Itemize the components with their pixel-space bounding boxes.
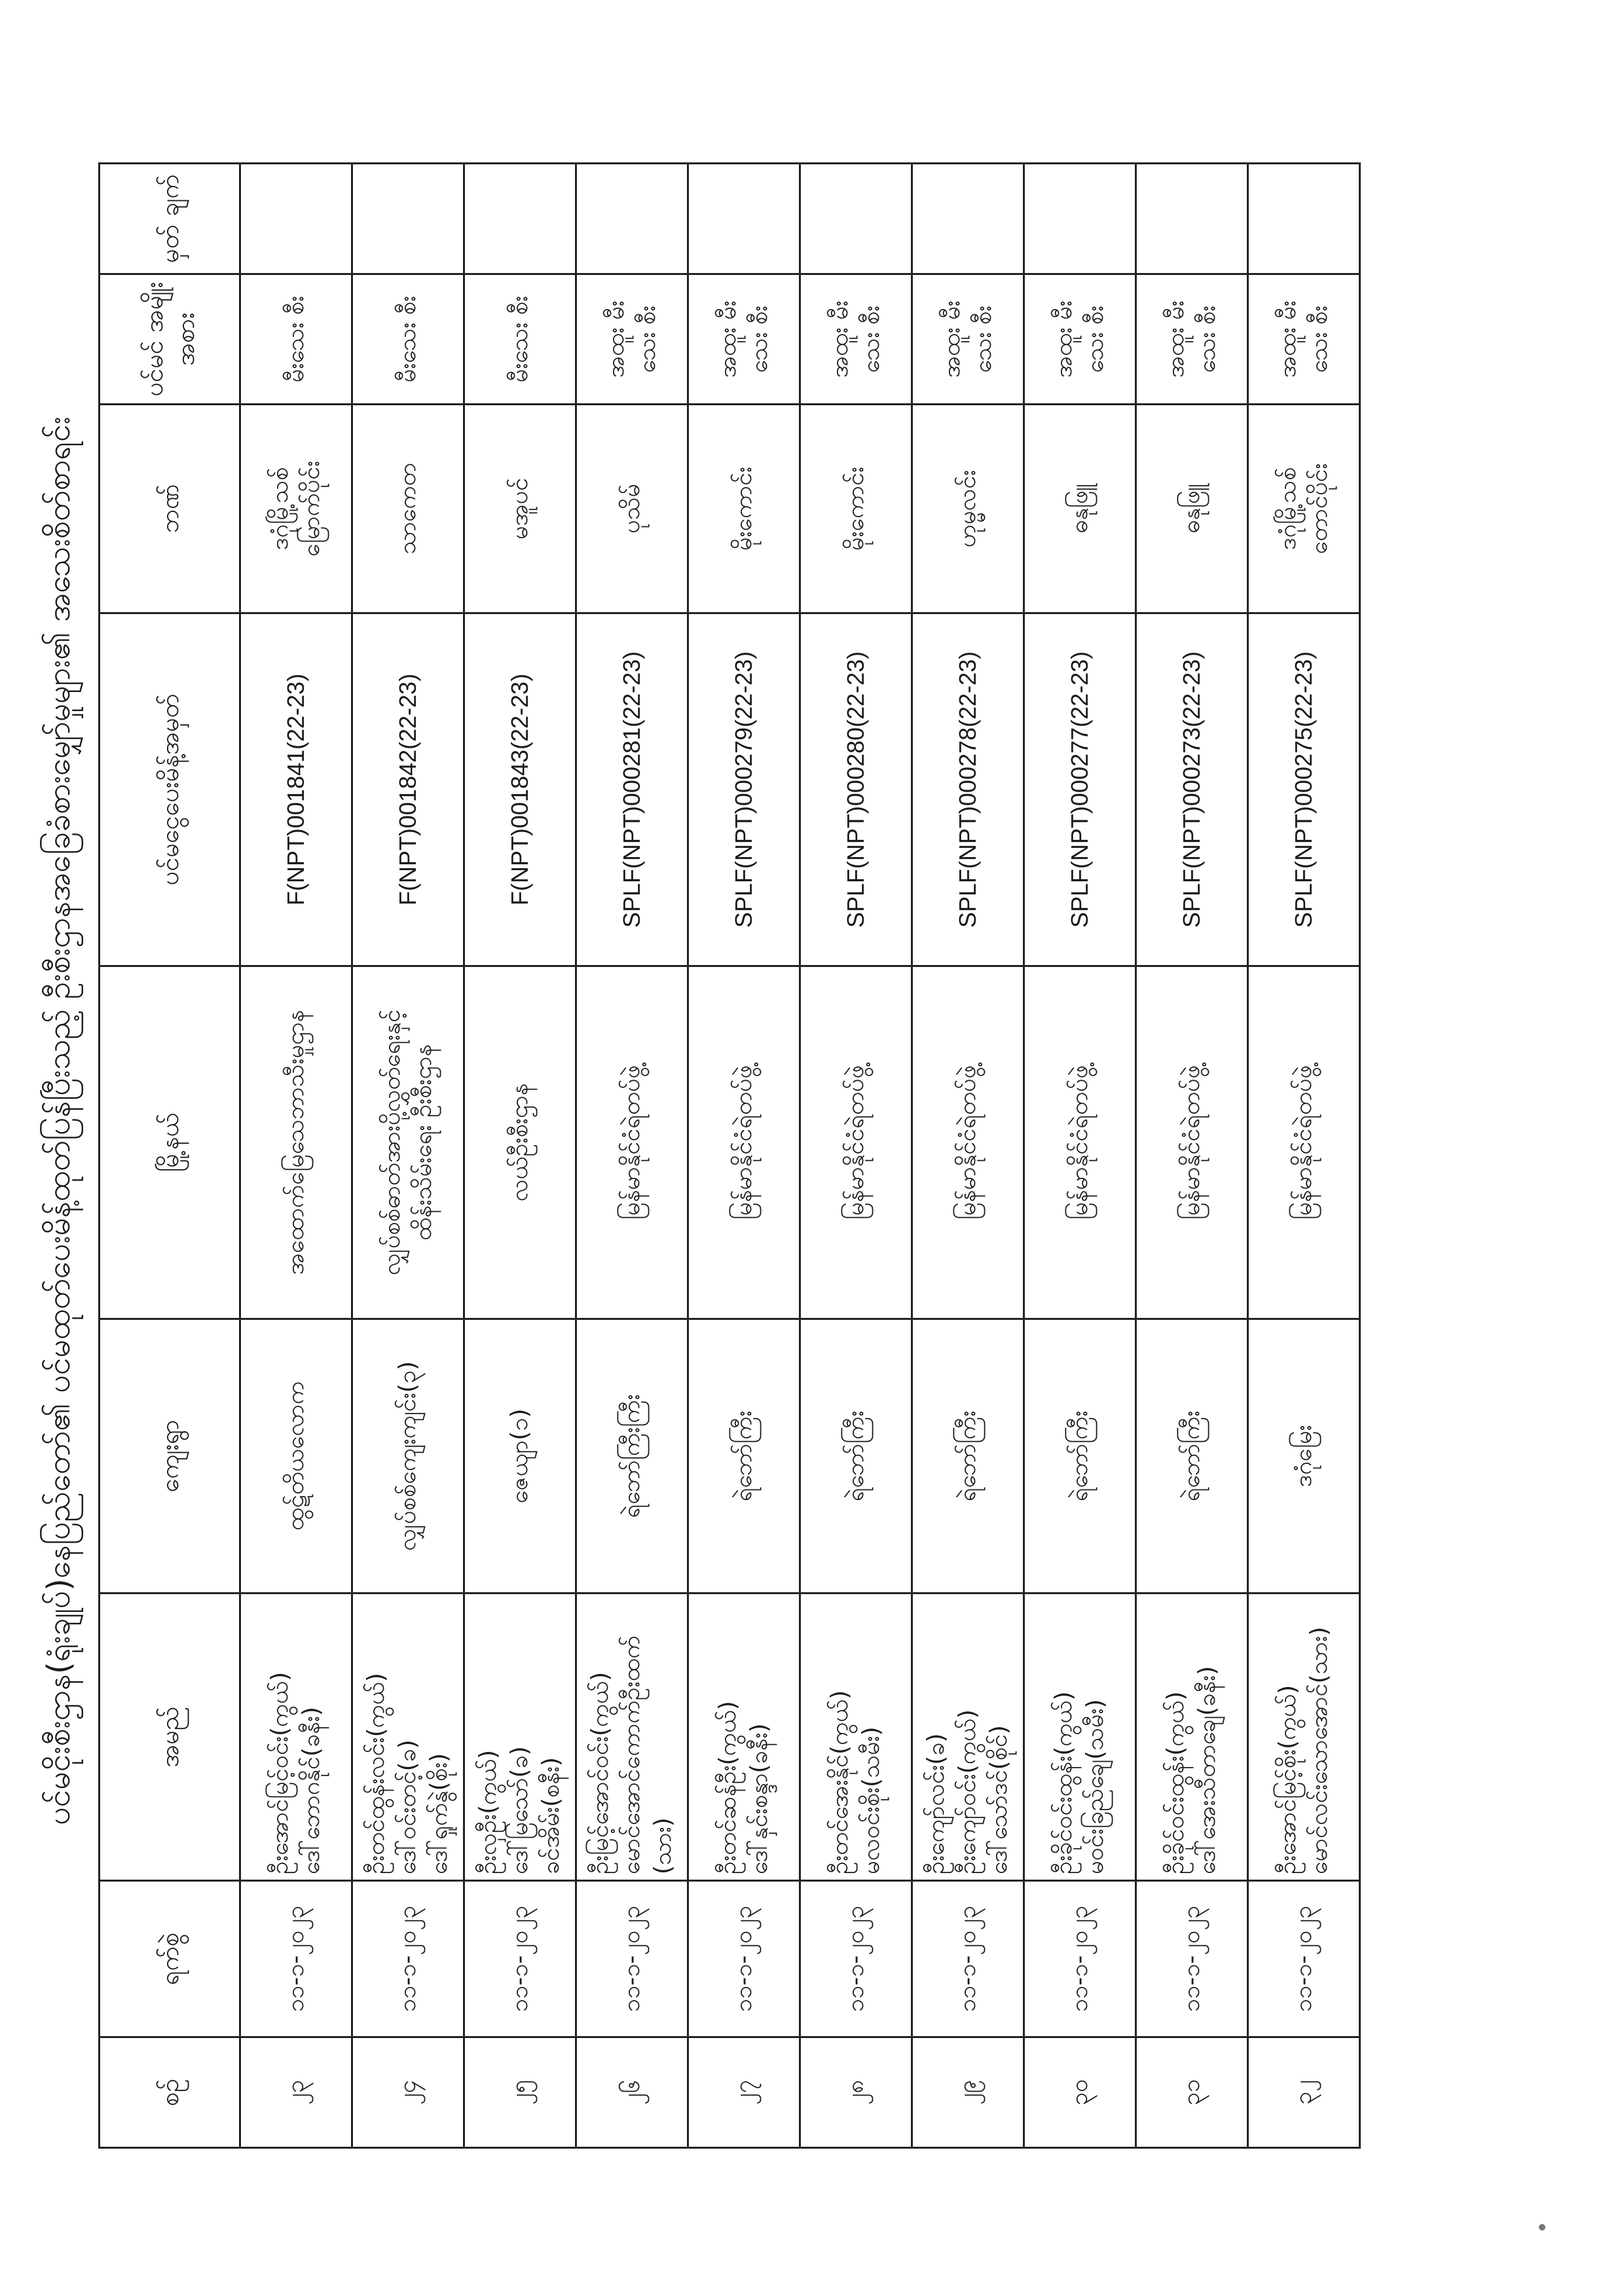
cell-township: မြန်မာနိုင်ငံရဲတပ်ဖွဲ့ (1024, 966, 1136, 1319)
cell-permit: SPLF(NPT)000273(22-23) (1136, 613, 1248, 966)
cell-no: ၂၅ (464, 2037, 576, 2148)
cell-land-line: မိုးကောင်း (842, 466, 869, 551)
cell-land (1248, 405, 1360, 613)
cell-no: ၂၄ (352, 2037, 464, 2148)
cell-name-line: ဦးတင်ထွန်းလင်း(ကွယ်) (363, 1673, 390, 1874)
cell-permit: SPLF(NPT)000280(22-23) (800, 613, 912, 966)
register-table (98, 162, 1361, 2149)
table-row (1248, 164, 1360, 2148)
cell-township: မြန်မာနိုင်ငံရဲတပ်ဖွဲ့ (1136, 966, 1248, 1319)
cell-land-line: မြောက်ပိုင်း (298, 460, 325, 557)
cell-no: ၃၂ (1248, 2037, 1360, 2148)
cell-type: အထူး မီးသေး စီး (1136, 274, 1248, 405)
cell-type: မီးသေး စီး (240, 274, 352, 405)
header-no: စဉ် (100, 2037, 240, 2148)
cell-type: မီးသေး စီး (352, 274, 464, 405)
cell-land (352, 405, 464, 613)
cell-name (1024, 1594, 1136, 1881)
cell-land (1136, 405, 1248, 613)
cell-village: ဒဂုံမြေး (1248, 1319, 1360, 1594)
cell-no: ၂၆ (576, 2037, 688, 2148)
cell-name-line: ဒေါ်ဝင်းတင့်(ခ) (394, 1740, 421, 1874)
cell-township: လျှပ်စစ်ဓာတ်အားပို့လွှတ်ရေးနှင့်ထိန်းသိမ်းရေး ဦးစီးဌာန (352, 966, 464, 1319)
cell-land-line: ဒဂုံမြို့သစ် (267, 467, 293, 551)
table-row (688, 164, 800, 2148)
cell-land-line: သာကေတ (394, 463, 421, 555)
cell-land (240, 405, 352, 613)
cell-type: အထူး မီးသေး စီး (912, 274, 1024, 405)
cell-village: ရဲဘော်ကြီး (688, 1319, 800, 1594)
cell-land-line: ဟုမ္မလင်း (954, 469, 981, 548)
cell-no: ၂၃ (240, 2037, 352, 2148)
cell-name-line: မောင်လင်းသောအောင်(သား) (1306, 1626, 1333, 1874)
cell-name-line: ဒေါ်နှင်းစန္ဒာ(ခနီး) (746, 1723, 773, 1874)
table-row (1024, 164, 1136, 2148)
table-row (1136, 164, 1248, 2148)
header-village: ကျေးရွာ (100, 1319, 240, 1594)
cell-land-line: ဓနုဖြူ (1178, 484, 1205, 534)
cell-permit: F(NPT)001842(22-23) (352, 613, 464, 966)
cell-name-line: ဦးကျော်လင်း(ခ) (923, 1733, 950, 1874)
cell-name (240, 1594, 352, 1881)
cell-type: အထူး မီးသေး စီး (688, 274, 800, 405)
cell-name-line: ဦးခိုင်ဝင်းထွန်း(ကွယ်) (1050, 1691, 1077, 1874)
cell-township: မြန်မာနိုင်ငံရဲတပ်ဖွဲ့ (688, 966, 800, 1319)
header-date: ရက်စွဲ (100, 1881, 240, 2037)
cell-name (352, 1594, 464, 1881)
cell-permit: F(NPT)001843(22-23) (464, 613, 576, 966)
header-remark: မှတ် ချက် (100, 164, 240, 274)
cell-no: ၂၈ (800, 2037, 912, 2148)
cell-remark (240, 164, 352, 274)
cell-name (1248, 1594, 1360, 1881)
cell-township: မြန်မာနိုင်ငံရဲတပ်ဖွဲ့ (1248, 966, 1360, 1319)
header-type: ပင်မင် အမျိုးအစား (100, 274, 240, 405)
cell-name-line: ဦးအောင်မြင့်ဝင်း(ကွယ်) (267, 1671, 293, 1874)
cell-remark (576, 164, 688, 274)
table-row (800, 164, 912, 2148)
cell-remark (800, 164, 912, 274)
table-row (576, 164, 688, 2148)
cell-remark (1248, 164, 1360, 274)
cell-village: ရဲဘော်ကြီး (1136, 1319, 1248, 1594)
cell-name-line: ဦးမြင့်အောင်ဝင်း(ကွယ်) (587, 1671, 614, 1874)
header-township: မြို့နယ် (100, 966, 240, 1319)
cell-village: ရဲဘော်ကြီး (800, 1319, 912, 1594)
cell-type: အထူး မီးသေး စီး (576, 274, 688, 405)
cell-remark (1136, 164, 1248, 274)
cell-name-line: ဦးခိုင်ဝင်းထွန်း(ကွယ်) (1162, 1691, 1189, 1874)
cell-village: ရဲဘော်ကြီး (1024, 1319, 1136, 1594)
cell-township: အထောက်မြေသေဘာသီးမှုဌာန (240, 966, 352, 1319)
cell-no: ၃၀ (1024, 2037, 1136, 2148)
cell-name-line: မဝင်းခြည်ချေ(သမီး) (1082, 1699, 1109, 1874)
cell-type: အထူး မီးသေး စီး (800, 274, 912, 405)
cell-date: ၁၁-၁-၂၀၂၃ (1024, 1881, 1136, 2037)
cell-land (912, 405, 1024, 613)
cell-permit: SPLF(NPT)000275(22-23) (1248, 613, 1360, 966)
cell-name (464, 1594, 576, 1881)
cell-remark (352, 164, 464, 274)
cell-name-line: မောင်အောင်ကောက်ဦးထက် (618, 1635, 645, 1874)
cell-date: ၁၁-၁-၂၀၂၃ (576, 1881, 688, 2037)
cell-land-line: ပုသိမ် (618, 484, 645, 534)
cell-name (688, 1594, 800, 1881)
cell-permit: SPLF(NPT)000281(22-23) (576, 613, 688, 966)
header-name: အမည် (100, 1594, 240, 1881)
cell-land-line: မအူပင် (506, 477, 533, 540)
cell-date: ၁၁-၁-၂၀၂၃ (800, 1881, 912, 2037)
cell-no: ၃၁ (1136, 2037, 1248, 2148)
cell-date: ၁၁-၁-၂၀၂၃ (1248, 1881, 1360, 2037)
cell-land-line: ဓနုဖြူ (1066, 484, 1093, 534)
cell-remark (1024, 164, 1136, 274)
cell-village: ရဲဘော်ကြီးကြီး (576, 1319, 688, 1594)
cell-name-line: မလဝင်းစိုး(သမီး) (858, 1726, 885, 1874)
cell-name-line: ဒေါ်ရှုက်နွဲ(စိုး) (426, 1753, 452, 1874)
cell-land-line: မိုးကောင်း (730, 466, 757, 551)
header-row (100, 164, 240, 2148)
header-land: ဘဏ် (100, 405, 240, 613)
cell-name-line: ဒေါ်မြသော်(ခ) (506, 1746, 533, 1874)
cell-remark (912, 164, 1024, 274)
cell-no: ၂၉ (912, 2037, 1024, 2148)
cell-name-line: ဦးတင်ဆန်ဦး(ကွယ်) (714, 1701, 741, 1874)
cell-name (912, 1594, 1024, 1881)
table-body (240, 164, 1360, 2148)
cell-land-line: တောင်ပိုင်း (1306, 463, 1333, 555)
cell-name-line: (သား) (650, 1817, 676, 1874)
cell-village: ရဲဘော်ကြီး (912, 1319, 1024, 1594)
cell-date: ၁၁-၁-၂၀၂၃ (688, 1881, 800, 2037)
table-row (352, 164, 464, 2148)
cell-village: လျှပ်စစ်ကျေးကျင်း(၃) (352, 1319, 464, 1594)
cell-type: မီးသေး စီး (464, 274, 576, 405)
cell-date: ၁၁-၁-၂၀၂၃ (352, 1881, 464, 2037)
cell-land-line: ဒဂုံမြို့သစ် (1274, 467, 1301, 551)
cell-name-line: ဒေါ်အေးသီတာချေ(ခနီး) (1194, 1666, 1221, 1874)
cell-type: အထူး မီးသေး စီး (1024, 274, 1136, 405)
cell-township: လယ်ဦးစီးဌာန (464, 966, 576, 1319)
scan-dot (1539, 2224, 1545, 2231)
table-row (912, 164, 1024, 2148)
cell-village: ထွဋ်တိယလောက (240, 1319, 352, 1594)
cell-permit: SPLF(NPT)000279(22-23) (688, 613, 800, 966)
cell-name-line: ဦးလှဦး(ကွယ်) (475, 1749, 502, 1874)
cell-date: ၁၁-၁-၂၀၂၃ (1136, 1881, 1248, 2037)
cell-land (800, 405, 912, 613)
cell-date: ၁၁-၁-၂၀၂၃ (240, 1881, 352, 2037)
cell-village: ဇေယျာ(၁) (464, 1319, 576, 1594)
table-row (240, 164, 352, 2148)
cell-township: မြန်မာနိုင်ငံရဲတပ်ဖွဲ့ (912, 966, 1024, 1319)
cell-permit: SPLF(NPT)000278(22-23) (912, 613, 1024, 966)
cell-permit: F(NPT)001841(22-23) (240, 613, 352, 966)
cell-name-line: ဦးကျော်ဝင်း(ကွယ်) (954, 1709, 981, 1874)
cell-name-line: ခင်အိမ်း(စနီး) (538, 1757, 564, 1874)
cell-name-line: ဒေါ်ဘောဂနိုင်(ခနီး) (298, 1706, 325, 1874)
cell-name (576, 1594, 688, 1881)
cell-land (688, 405, 800, 613)
cell-date: ၁၁-၁-၂၀၂၃ (464, 1881, 576, 2037)
cell-name-line: ဒေါ်သော်ဒင်(စိုင်) (986, 1725, 1012, 1874)
table-row (464, 164, 576, 2148)
cell-remark (688, 164, 800, 274)
cell-name-line: ဦးအောင်မြင့်စိုး(ကွယ်) (1274, 1685, 1301, 1874)
document-title: ပင်မငိုးစီးဌာန(ရုံးချုပ်)နေပြည်တော်၏ ပင်မထုတ်ပေးမိန့်ထုတ်ပြန်ပြီးသည့် ဦးစီးဌာနအခြေခံစားမျှော်မှုများ၏ အသေးစိတ်စာရင်း (41, 416, 77, 1825)
cell-name (800, 1594, 912, 1881)
cell-land (464, 405, 576, 613)
cell-township: မြန်မာနိုင်ငံရဲတပ်ဖွဲ့ (800, 966, 912, 1319)
cell-permit: SPLF(NPT)000277(22-23) (1024, 613, 1136, 966)
cell-township: မြန်မာနိုင်ငံရဲတပ်ဖွဲ့ (576, 966, 688, 1319)
cell-land (576, 405, 688, 613)
cell-name-line: ဦးတင်အေးနိုင်(ကွယ်) (826, 1690, 853, 1874)
cell-type: အထူး မီးသေး စီး (1248, 274, 1360, 405)
cell-remark (464, 164, 576, 274)
cell-no: ၂၇ (688, 2037, 800, 2148)
cell-name (1136, 1594, 1248, 1881)
cell-date: ၁၁-၁-၂၀၂၃ (912, 1881, 1024, 2037)
cell-land (1024, 405, 1136, 613)
header-permit: ပင်မငွေပေးမိန့်အမှတ် (100, 613, 240, 966)
